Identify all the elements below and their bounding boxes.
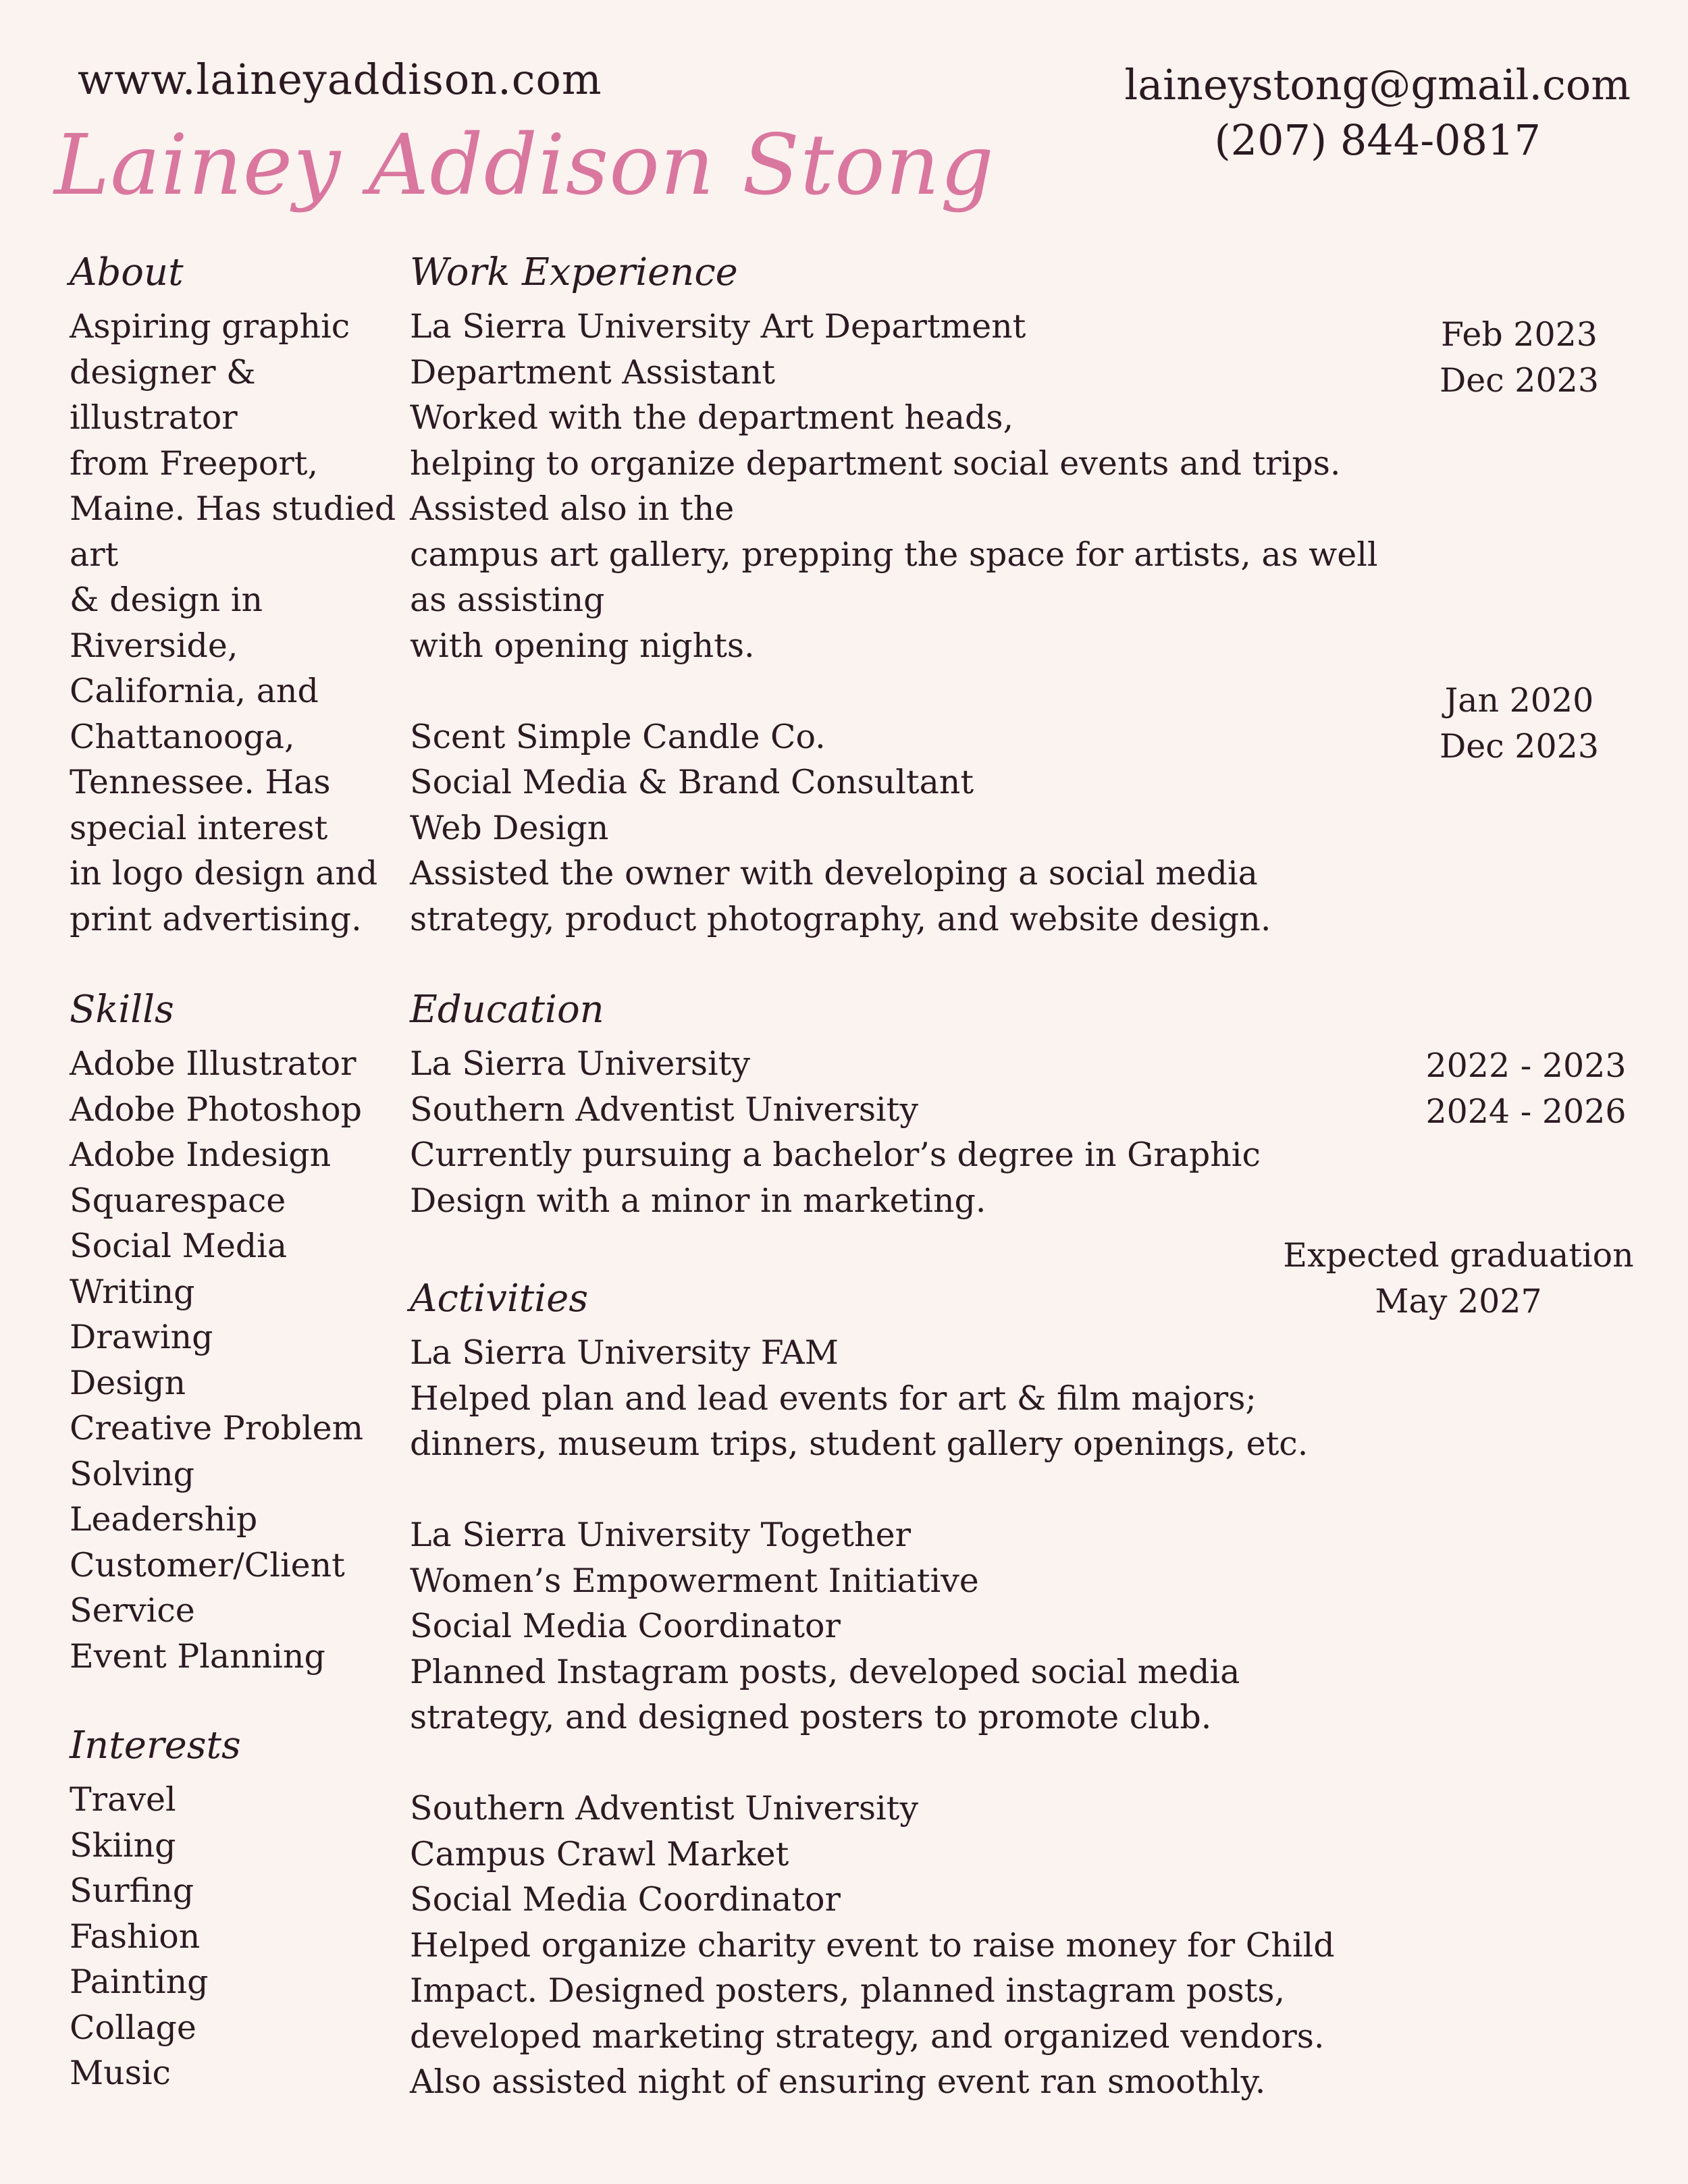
about-line: print advertising. — [70, 899, 362, 938]
about-line: illustrator — [70, 398, 238, 437]
skill-item: Event Planning — [70, 1636, 325, 1676]
work-line: campus art gallery, prepping the space for artists, as well — [410, 535, 1378, 574]
about-section — [70, 250, 400, 942]
education-line: Currently pursuing a bachelor’s degree in Graphic — [410, 1136, 1261, 1174]
skill-item: Drawing — [70, 1318, 213, 1356]
skill-item: Leadership — [70, 1500, 258, 1539]
about-line: Tennessee. Has — [70, 763, 331, 801]
date-end: Dec 2023 — [1439, 726, 1599, 766]
activity-line: developed marketing strategy, and organized vendors. — [410, 2017, 1325, 2056]
work-line: Department Assistant — [410, 352, 775, 392]
date-start: Jan 2020 — [1444, 681, 1594, 720]
work-line: Assisted the owner with developing a social media — [410, 854, 1258, 893]
phone-number: (207) 844-0817 — [1214, 115, 1541, 165]
skill-item: Writing — [70, 1272, 195, 1311]
education-line: La Sierra University — [410, 1044, 751, 1083]
education-section — [410, 987, 1369, 1223]
activity-line: La Sierra University FAM — [410, 1333, 839, 1372]
activity-line: Campus Crawl Market — [410, 1834, 789, 1873]
about-line: designer & — [70, 352, 256, 392]
activity-entry — [410, 1330, 1369, 1467]
email-link[interactable]: laineystong@gmail.com — [1124, 60, 1631, 109]
skill-item: Social Media — [70, 1227, 288, 1265]
work-entry — [410, 714, 1369, 942]
work-line: La Sierra University Art Department — [410, 307, 1026, 346]
skills-heading: Skills — [70, 988, 174, 1032]
graduation-value: May 2027 — [1375, 1281, 1542, 1321]
interest-item: Skiing — [70, 1826, 176, 1865]
about-line: Chattanooga, — [70, 717, 295, 756]
work-line: Worked with the department heads, — [410, 398, 1014, 437]
work-line: Scent Simple Candle Co. — [410, 717, 826, 756]
interest-item: Music — [70, 2054, 171, 2092]
activity-line: dinners, museum trips, student gallery openings, etc. — [410, 1424, 1309, 1463]
activity-line: Planned Instagram posts, developed social media — [410, 1652, 1240, 1691]
work-line: with opening nights. — [410, 626, 755, 665]
work-section — [410, 250, 1378, 942]
about-line: Aspiring graphic — [70, 307, 350, 346]
activities-section — [410, 1276, 1369, 2105]
about-line: Maine. Has studied — [70, 489, 396, 528]
interest-item: Fashion — [70, 1917, 201, 1956]
work-line: Assisted also in the — [410, 489, 735, 528]
interest-item: Painting — [70, 1963, 209, 2001]
activity-line: Also assisted night of ensuring event ran smoothly. — [410, 2062, 1266, 2101]
activities-heading: Activities — [410, 1277, 589, 1321]
about-heading: About — [70, 250, 184, 294]
graduation-date — [1269, 1233, 1647, 1324]
skill-item: Service — [70, 1591, 195, 1630]
about-line: from Freeport, — [70, 444, 319, 483]
activity-line: strategy, and designed posters to promote club. — [410, 1698, 1212, 1736]
activity-line: Impact. Designed posters, planned instagram posts, — [410, 1971, 1286, 2010]
activity-entry — [410, 1512, 1369, 1740]
about-line: in logo design and — [70, 854, 378, 893]
interest-item: Collage — [70, 2008, 196, 2047]
date-range: 2024 - 2026 — [1425, 1092, 1627, 1131]
activity-line: Helped organize charity event to raise money for Child — [410, 1925, 1335, 1965]
activity-line: Helped plan and lead events for art & film majors; — [410, 1379, 1257, 1418]
activity-line: Southern Adventist University — [410, 1789, 919, 1828]
skill-item: Adobe Illustrator — [70, 1044, 357, 1083]
work-line: Social Media & Brand Consultant — [410, 763, 974, 801]
about-text — [70, 304, 400, 942]
contact-block — [1124, 57, 1631, 168]
about-line: art — [70, 535, 119, 574]
skill-item: Adobe Photoshop — [70, 1090, 362, 1129]
activity-line: La Sierra University Together — [410, 1516, 912, 1554]
interest-item: Surfing — [70, 1871, 194, 1910]
skills-section — [70, 987, 400, 1679]
interests-section — [70, 1723, 400, 2096]
work-line: helping to organize department social events and trips. — [410, 444, 1341, 483]
education-line: Design with a minor in marketing. — [410, 1181, 986, 1220]
date-end: Dec 2023 — [1439, 361, 1599, 400]
skill-item: Solving — [70, 1454, 195, 1493]
activity-entry — [410, 1786, 1369, 2105]
work-line: as assisting — [410, 581, 605, 619]
education-text — [410, 1041, 1369, 1223]
about-line: California, and — [70, 672, 319, 710]
interest-item: Travel — [70, 1780, 176, 1819]
page-title: Lainey Addison Stong — [54, 117, 995, 214]
education-heading: Education — [410, 988, 604, 1032]
work-dates-2 — [1384, 678, 1654, 769]
skill-item: Design — [70, 1363, 186, 1402]
work-heading: Work Experience — [410, 250, 738, 294]
interests-list — [70, 1777, 400, 2096]
activity-line: Women’s Empowerment Initiative — [410, 1561, 979, 1600]
about-line: Riverside, — [70, 626, 238, 665]
skills-list — [70, 1041, 400, 1679]
work-line: strategy, product photography, and website design. — [410, 899, 1271, 938]
website-link[interactable]: www.laineyaddison.com — [78, 55, 602, 104]
about-line: & design in — [70, 581, 263, 619]
date-start: Feb 2023 — [1441, 315, 1598, 354]
skill-item: Adobe Indesign — [70, 1136, 332, 1174]
about-line: special interest — [70, 808, 328, 847]
date-range: 2022 - 2023 — [1425, 1046, 1627, 1085]
work-dates-1 — [1384, 312, 1654, 403]
skill-item: Creative Problem — [70, 1409, 364, 1447]
activity-line: Social Media Coordinator — [410, 1607, 841, 1645]
graduation-label: Expected graduation — [1283, 1236, 1634, 1275]
skill-item: Squarespace — [70, 1181, 286, 1220]
education-dates — [1384, 1043, 1668, 1134]
activity-line: Social Media Coordinator — [410, 1880, 841, 1919]
education-line: Southern Adventist University — [410, 1090, 919, 1129]
work-line: Web Design — [410, 808, 609, 847]
work-entry — [410, 304, 1378, 668]
interests-heading: Interests — [70, 1724, 241, 1767]
skill-item: Customer/Client — [70, 1545, 345, 1584]
